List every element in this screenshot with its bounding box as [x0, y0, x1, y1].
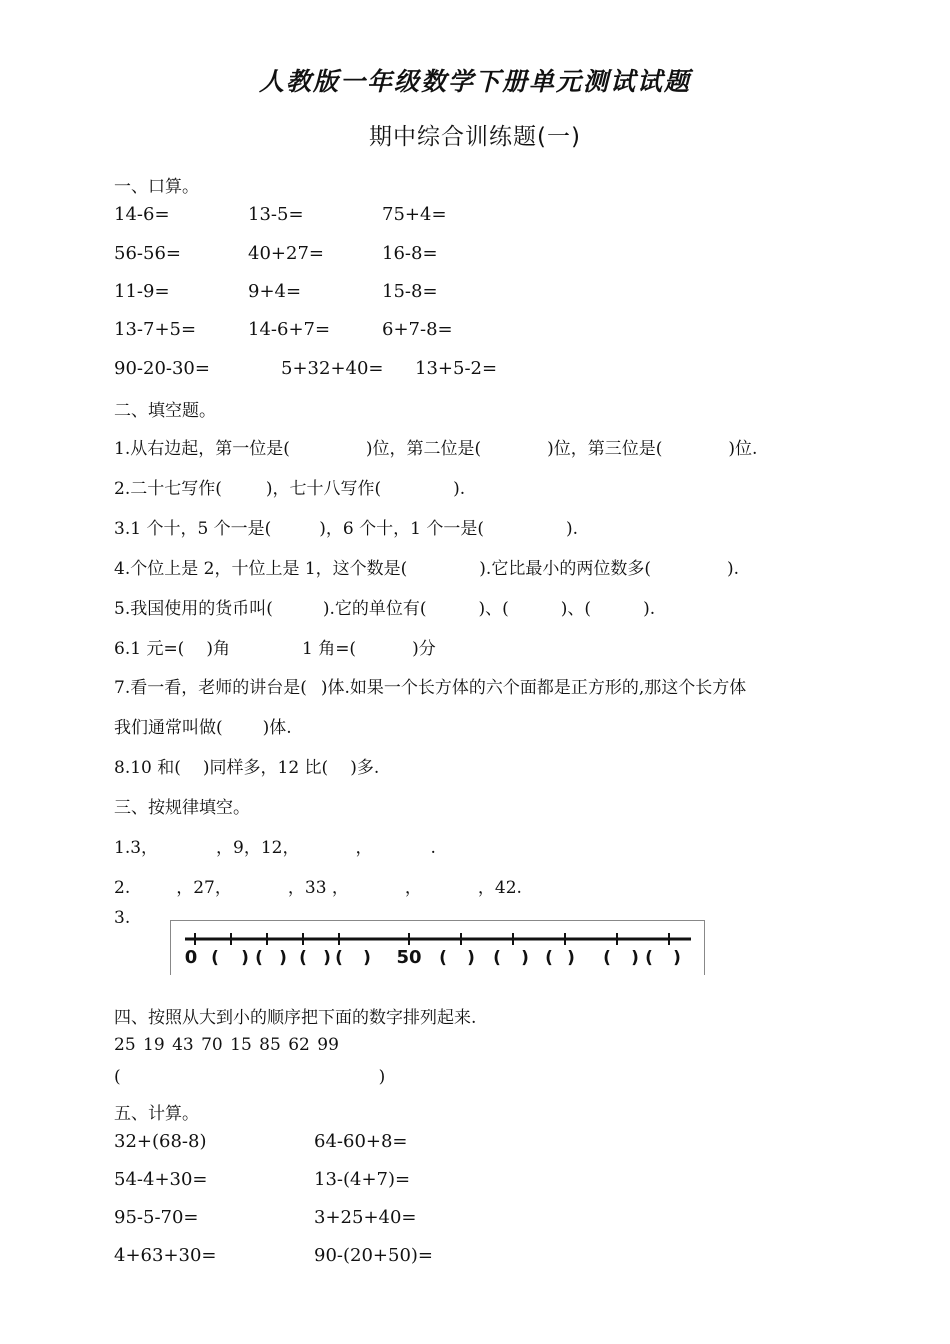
calc-item: 13-(4+7)=	[314, 1169, 411, 1190]
page-subtitle: 期中综合训练题(一)	[369, 124, 581, 150]
oral-item: 56-56=	[114, 243, 181, 264]
number-line-figure	[170, 920, 705, 975]
calc-item: 90-(20+50)=	[314, 1245, 434, 1266]
section4-heading: 四、按照从大到小的顺序把下面的数字排列起来.	[114, 1008, 477, 1028]
number-line-label: )	[673, 948, 681, 968]
question-text: )位，第二位是(	[365, 439, 482, 459]
number-line-label: (	[255, 948, 263, 968]
fill-question-7-cont	[114, 713, 292, 738]
question-text: 2.二十七写作(	[114, 479, 222, 499]
question-text: )、(	[560, 599, 592, 619]
calc-item: 54-4+30=	[114, 1169, 208, 1190]
number-line-label: )	[567, 948, 575, 968]
question-text: ).	[643, 599, 656, 619]
pattern-question-1	[114, 833, 436, 858]
question-text: )同样多，12 比(	[202, 758, 329, 778]
number-line-label: (	[545, 948, 553, 968]
question-text: 6.1 元=(	[114, 639, 185, 659]
number-line-label: )	[279, 948, 287, 968]
oral-item: 14-6=	[114, 204, 170, 225]
number-line-label: )	[521, 948, 529, 968]
question-text: )，6 个十，1 个一是(	[319, 519, 485, 539]
fill-question-8	[114, 753, 379, 778]
fill-question-4	[114, 554, 739, 579]
oral-item: 75+4=	[382, 204, 447, 225]
numbers-to-sort: 25 19 43 70 15 85 62 99	[114, 1035, 339, 1055]
question-text: ).	[566, 519, 579, 539]
sort-answer-blank	[114, 1067, 385, 1087]
calc-item: 3+25+40=	[314, 1207, 417, 1228]
number-line-label: (	[211, 948, 219, 968]
oral-item: 14-6+7=	[248, 319, 331, 340]
question-text: ).	[726, 559, 740, 579]
question-text: ).它的单位有(	[322, 599, 427, 619]
number-line-label: (	[603, 948, 611, 968]
number-line-label: )	[241, 948, 249, 968]
question-text: 1.3，	[114, 838, 159, 858]
fill-question-1	[114, 434, 757, 459]
number-line-label: 50	[396, 947, 422, 968]
oral-item: 40+27=	[248, 243, 324, 264]
question-text: ).	[453, 479, 466, 499]
question-text: )多.	[350, 758, 380, 778]
number-line-svg	[171, 921, 704, 975]
number-line-label: (	[335, 948, 343, 968]
oral-item: 13+5-2=	[415, 358, 498, 379]
oral-item: 6+7-8=	[382, 319, 453, 340]
question-text: ，9，12，	[216, 838, 300, 858]
answer-open-paren: (	[114, 1067, 121, 1087]
number-line-label: (	[645, 948, 653, 968]
calc-item: 64-60+8=	[314, 1131, 408, 1152]
question-text: ，42.	[477, 878, 522, 898]
question-text: )位，第三位是(	[547, 439, 663, 459]
question-text: )，七十八写作(	[265, 479, 382, 499]
calc-item: 32+(68-8)	[114, 1131, 207, 1152]
oral-item: 5+32+40=	[281, 358, 384, 379]
fill-question-5	[114, 594, 655, 619]
question-text: )、(	[478, 599, 509, 619]
oral-item: 15-8=	[382, 281, 438, 302]
question-text: ).它比最小的两位数多(	[479, 559, 651, 579]
question-text: 5.我国使用的货币叫(	[114, 599, 273, 619]
number-line-label: (	[439, 948, 447, 968]
question-text: )分	[412, 639, 436, 659]
fill-question-3	[114, 514, 578, 539]
oral-item: 90-20-30=	[114, 358, 210, 379]
question-text: )位.	[728, 439, 758, 459]
oral-item: 13-7+5=	[114, 319, 197, 340]
number-line-label: )	[467, 948, 475, 968]
question-text: 1 角=(	[301, 639, 357, 659]
question-text: 我们通常叫做(	[114, 718, 223, 738]
pattern-question-2	[114, 873, 522, 898]
pattern-question-3-label: 3.	[114, 908, 131, 928]
page-title: 人教版一年级数学下册单元测试试题	[258, 67, 691, 96]
question-text: ，	[404, 878, 422, 898]
section1-heading: 一、口算。	[114, 177, 199, 197]
question-text: )角	[206, 639, 230, 659]
question-text: ，27，	[176, 878, 232, 898]
question-text: .	[430, 838, 436, 858]
question-text: ，33 ，	[287, 878, 349, 898]
question-text: 4.个位上是 2，十位上是 1，这个数是(	[114, 559, 408, 579]
number-line-label: (	[299, 948, 307, 968]
section3-heading: 三、按规律填空。	[114, 798, 250, 818]
question-text: )体.如果一个长方体的六个面都是正方形的,那这个长方体	[320, 678, 747, 698]
section2-heading: 二、填空题。	[114, 401, 216, 421]
question-text: 1.从右边起，第一位是(	[114, 439, 290, 459]
number-line-label: (	[493, 948, 501, 968]
question-text: 8.10 和(	[114, 758, 181, 778]
number-line-label: 0	[184, 947, 198, 968]
fill-question-6	[114, 634, 436, 659]
fill-question-2	[114, 474, 465, 499]
calc-item: 4+63+30=	[114, 1245, 217, 1266]
calc-item: 95-5-70=	[114, 1207, 199, 1228]
number-line-label: )	[323, 948, 331, 968]
oral-item: 16-8=	[382, 243, 438, 264]
question-text: ，	[355, 838, 373, 858]
section5-heading: 五、计算。	[114, 1104, 199, 1124]
number-line-label: )	[631, 948, 639, 968]
answer-close-paren: )	[378, 1067, 386, 1087]
oral-item: 11-9=	[114, 281, 170, 302]
question-text: 7.看一看，老师的讲台是(	[114, 678, 307, 698]
fill-question-7	[114, 673, 746, 698]
number-line-label: )	[363, 948, 371, 968]
question-text: )体.	[262, 718, 292, 738]
oral-item: 9+4=	[248, 281, 302, 302]
question-text: 2.	[114, 878, 131, 898]
question-text: 3.1 个十，5 个一是(	[114, 519, 272, 539]
oral-item: 13-5=	[248, 204, 304, 225]
